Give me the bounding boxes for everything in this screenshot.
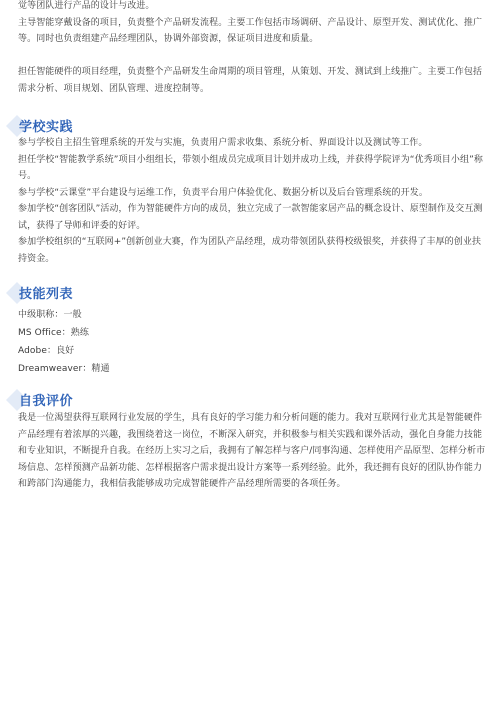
school-item-1: 参与学校自主招生管理系统的开发与实施，负责用户需求收集、系统分析、界面设计以及测试等工作。 <box>18 138 428 148</box>
skill-item-4: Dreamweaver：精通 <box>18 364 110 374</box>
skills-section-header <box>4 280 124 306</box>
school-item-5: 参加学校组织的“互联网+”创新创业大赛，作为团队产品经理，成功带领团队获得校级银奖，并获得了丰厚的创业扶持资金。 <box>18 237 482 264</box>
experience-line-1: 觉等团队进行产品的设计与改进。 <box>18 1 155 11</box>
skill-item-1: 中级职称：一般 <box>18 310 82 320</box>
school-section-title: 学校实践 <box>19 120 74 135</box>
school-item-3: 参与学校“云课堂”平台建设与运维工作，负责平台用户体验优化、数据分析以及后台管理系统的开发。 <box>18 187 428 198</box>
skills-section-title: 技能列表 <box>19 287 74 302</box>
evaluation-text: 我是一位渴望获得互联网行业发展的学生，具有良好的学习能力和分析问题的能力。我对互联网行业尤其是智能硬件产品经理有着浓厚的兴趣，我围绕着这一岗位，不断深入研究，并积极参与相关实践和课外活动，强化自身能力技能和专业知识，不断提升自我。在经历上实习之后，我拥有了解怎样与客户/同事沟通、怎样使用产品原型、怎样分析市场信息、怎样预测产品新功能、怎样根据客户需求提出设计方案等一系列经验。此外，我还拥有良好的团队协作能力和跨部门沟通能力，我相信我能够成功完成智能硬件产品经理所需要的各项任务。 <box>18 413 486 489</box>
evaluation-section-title: 自我评价 <box>19 394 74 409</box>
experience-line-3: 担任智能硬件的项目经理，负责整个产品研发生命周期的项目管理，从策划、开发、测试到上线推广。主要工作包括需求分析、项目规划、团队管理、进度控制等。 <box>18 67 483 94</box>
experience-line-2: 主导智能穿戴设备的项目，负责整个产品研发流程。主要工作包括市场调研、产品设计、原型开发、测试优化、推广等。同时也负责组建产品经理团队，协调外部资源，保证项目进度和质量。 <box>18 17 483 44</box>
skill-item-2: MS Office：熟练 <box>18 328 89 338</box>
school-item-2: 担任学校“智能教学系统”项目小组组长，带领小组成员完成项目计划并成功上线，并获得学院评为“优秀项目小组”称号。 <box>18 154 483 181</box>
school-item-4: 参加学校“创客团队”活动，作为智能硬件方向的成员，独立完成了一款智能家居产品的概念设计、原型制作及交互测试，获得了导师和评委的好评。 <box>18 204 483 231</box>
skill-item-3: Adobe：良好 <box>18 346 75 356</box>
